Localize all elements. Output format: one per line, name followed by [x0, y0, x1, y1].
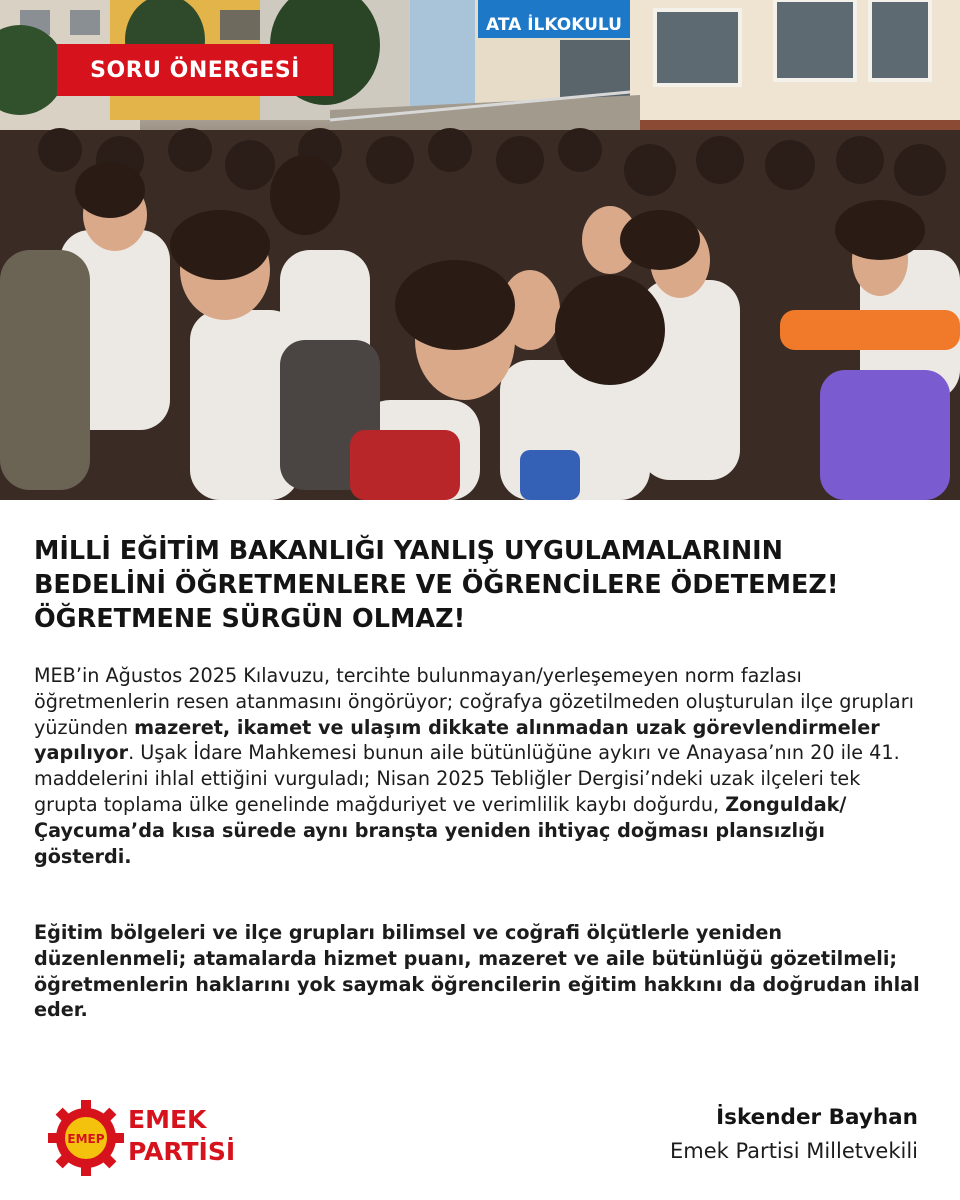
paragraph-1-text-b: . Uşak İdare Mahkemesi bunun aile bütünlüğüne aykırı ve Anayasa’nın 20 ile 41. maddelerini ihlal ettiğini vurguladı; Nisan 2025 Tebliğler Dergisi’ndeki uzak ilçeleri tek grupta toplama ülke genelinde mağduriyet ve verimlilik kaybı doğurdu, [34, 741, 900, 816]
gear-emblem-icon [48, 1100, 124, 1176]
signer-name: İskender Bayhan [716, 1105, 918, 1130]
paragraph-1-bold-a: mazeret, ikamet ve ulaşım dikkate alınmadan uzak görevlendirmeler yapılıyor [34, 715, 880, 765]
headline-line-2: BEDELİNİ ÖĞRETMENLERE VE ÖĞRENCİLERE ÖDETEMEZ! [34, 570, 839, 600]
soru-onergesi-badge: SORU ÖNERGESİ [57, 44, 333, 96]
body-paragraph-2: Eğitim bölgeleri ve ilçe grupları bilimsel ve coğrafi ölçütlerle yeniden düzenlenmeli; atamalarda hizmet puanı, mazeret ve aile bütünlüğü gözetilmeli; öğretmenlerin haklarını yok saymak öğrencilerin eğitim hakkını da doğrudan ihlal eder. [34, 921, 920, 1022]
body-paragraph-1 [34, 663, 924, 869]
logo-line-2: PARTİSİ [128, 1137, 236, 1166]
logo-wordmark [128, 1104, 235, 1168]
logo-line-1: EMEK [128, 1105, 207, 1134]
signature-block [670, 1103, 918, 1169]
emek-partisi-logo [48, 1100, 248, 1176]
signer-title: Emek Partisi Milletvekili [669, 1139, 918, 1163]
headline-line-1: MİLLİ EĞİTİM BAKANLIĞI YANLIŞ UYGULAMALARININ [34, 536, 784, 566]
paragraph-1-bold-b: Zonguldak/ Çaycuma’da kısa sürede aynı branşta yeniden ihtiyaç doğması plansızlığı gösterdi. [34, 792, 847, 868]
school-sign-text: ATA İLKOKULU [486, 15, 622, 35]
headline-line-3: ÖĞRETMENE SÜRGÜN OLMAZ! [34, 604, 466, 634]
headline [34, 534, 934, 636]
logo-emblem-text: EMEP [67, 1132, 105, 1146]
paragraph-1-text-a: MEB’in Ağustos 2025 Kılavuzu, tercihte bulunmayan/yerleşemeyen norm fazlası öğretmenlerin resen atanmasını öngörüyor; coğrafya gözetilmeden oluşturulan ilçe grupları yüzünden [34, 664, 914, 739]
hero-photo [0, 0, 960, 500]
